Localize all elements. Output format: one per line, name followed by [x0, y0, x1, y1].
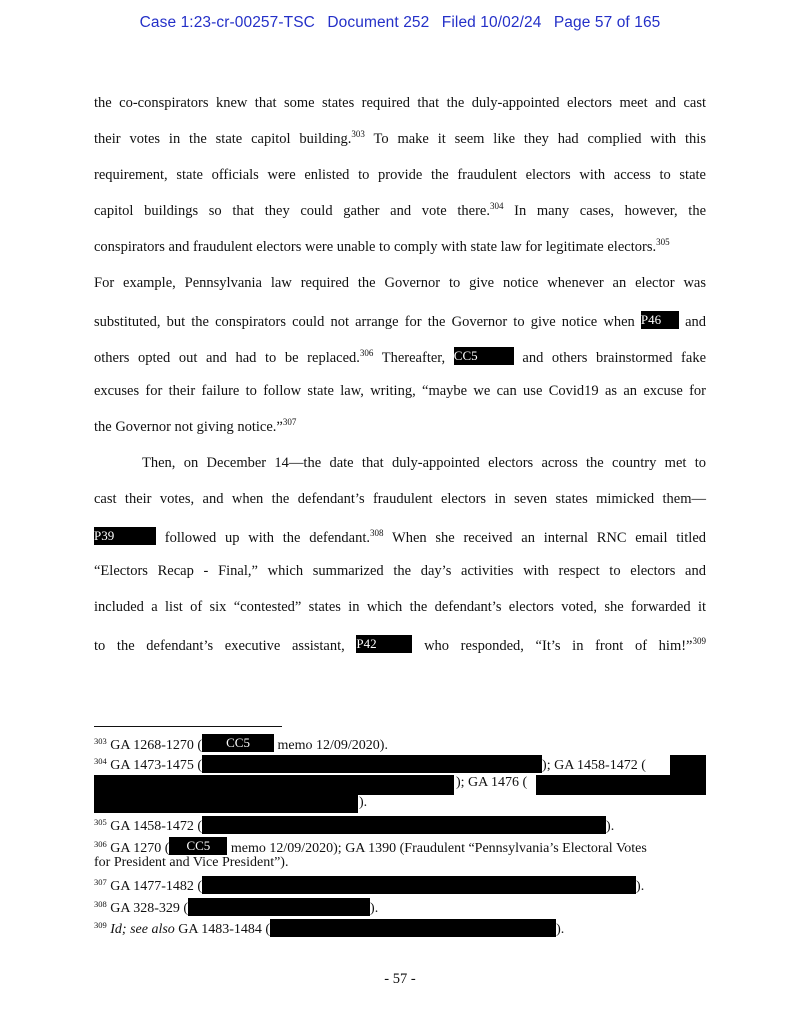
text: When she received an internal RNC email titled [392, 530, 707, 546]
footnote-304-end [359, 795, 367, 811]
body-line [94, 347, 706, 367]
footnote-304 [94, 755, 646, 774]
footnote-number: 309 [94, 920, 107, 930]
redaction-box [270, 919, 556, 937]
text: conspirators and fraudulent electors were unable to comply with state law for legitimate electors. [94, 239, 657, 255]
text: Id; see also [110, 922, 175, 937]
body-line: included a list of six “contested” states in which the defendant’s electors voted, she forwarded it [94, 599, 706, 615]
redaction-box [670, 755, 706, 775]
redaction-box: CC5 [202, 734, 274, 752]
footnote-number: 305 [94, 817, 107, 827]
text: Thereafter, [381, 350, 446, 366]
footnote-ref[interactable]: 308 [370, 528, 384, 538]
body-line: cast their votes, and when the defendant’s fraudulent electors in seven states mimicked them— [94, 491, 706, 507]
text: memo 12/09/2020); GA 1390 (Fraudulent “Pennsylvania’s Electoral Votes [230, 841, 647, 856]
body-line [94, 419, 706, 436]
footnote-ref[interactable]: 305 [656, 237, 670, 247]
footnote-number: 306 [94, 839, 107, 849]
text: GA 1268-1270 ( [110, 738, 203, 753]
redaction-box: P39 [94, 527, 156, 545]
footnote-ref[interactable]: 304 [489, 201, 504, 211]
text: ). [606, 819, 615, 834]
text: and others brainstormed fake [522, 350, 707, 366]
filed-date: Filed 10/02/24 [441, 14, 542, 31]
redaction-box: CC5 [169, 837, 227, 855]
body-line [94, 239, 706, 256]
footnote-303 [94, 734, 388, 754]
text: ). [370, 901, 379, 916]
footnote-306-cont: for President and Vice President”). [94, 855, 289, 870]
text: and [685, 314, 706, 330]
text: ). [556, 922, 565, 937]
redaction-box [202, 755, 542, 773]
page-number: - 57 - [384, 971, 416, 987]
footnote-ref[interactable]: 306 [359, 348, 374, 358]
text: GA 1458-1472 ( [110, 819, 203, 834]
text: GA 1473-1475 ( [110, 758, 203, 773]
body-line: requirement, state officials were enlisted to provide the fraudulent electors with access to state [94, 167, 706, 183]
redaction-box: P42 [356, 635, 412, 653]
footnote-304-cont [456, 775, 527, 791]
text: GA 328-329 ( [110, 901, 189, 916]
body-line: the co-conspirators knew that some states required that the duly-appointed electors meet and cast [94, 95, 706, 111]
footnote-number: 307 [94, 877, 107, 887]
footnote-308 [94, 898, 378, 917]
case-number: Case 1:23-cr-00257-TSC [139, 14, 315, 31]
case-header [0, 14, 800, 32]
text: substituted, but the conspirators could not arrange for the Governor to give notice when [94, 314, 635, 330]
footnote-ref[interactable]: 307 [282, 417, 297, 427]
footnote-309 [94, 919, 564, 938]
footnote-number: 308 [94, 899, 107, 909]
redaction-box: CC5 [454, 347, 514, 365]
body-line [94, 635, 706, 655]
document-number: Document 252 [327, 14, 430, 31]
text: their votes in the state capitol building. [94, 131, 352, 147]
text: ). [359, 795, 368, 810]
text: GA 1477-1482 ( [110, 879, 203, 894]
redaction-box [536, 775, 706, 795]
text: GA 1270 ( [110, 841, 170, 856]
text: followed up with the defendant. [164, 530, 371, 546]
redaction-box: P46 [641, 311, 679, 329]
text: ). [636, 879, 645, 894]
footnote-307 [94, 876, 644, 895]
text: GA 1483-1484 ( [174, 922, 271, 937]
text: To make it seem like they had complied with this [373, 131, 706, 147]
text: the Governor not giving notice.” [94, 419, 283, 435]
body-line [94, 131, 706, 148]
body-line: For example, Pennsylvania law required the Governor to give notice whenever an elector was [94, 275, 706, 291]
redaction-box [94, 795, 358, 813]
footnote-ref[interactable]: 303 [351, 129, 365, 139]
footnote-divider [94, 726, 282, 727]
footnote-number: 304 [94, 756, 107, 766]
text: memo 12/09/2020). [277, 738, 388, 753]
text: In many cases, however, the [514, 203, 707, 219]
footnote-305 [94, 816, 614, 835]
footnote-306 [94, 837, 647, 857]
redaction-box [202, 876, 636, 894]
text: others opted out and had to be replaced. [94, 350, 360, 366]
redaction-box [94, 775, 454, 795]
body-line: Then, on December 14—the date that duly-appointed electors across the country met to [142, 455, 706, 471]
text: capitol buildings so that they could gather and vote there. [94, 203, 490, 219]
page-of: Page 57 of 165 [553, 14, 661, 31]
redaction-box [202, 816, 606, 834]
body-line [94, 203, 706, 220]
body-line [94, 311, 706, 331]
text: who responded, “It’s in front of him!” [424, 638, 693, 654]
text: ); GA 1476 ( [456, 775, 528, 790]
text: ); GA 1458-1472 ( [542, 758, 646, 773]
footnote-number: 303 [94, 736, 107, 746]
body-line [94, 527, 706, 547]
redaction-box [188, 898, 370, 916]
footnote-ref[interactable]: 309 [692, 636, 706, 646]
body-line: “Electors Recap - Final,” which summarized the day’s activities with respect to electors and [94, 563, 706, 579]
text: to the defendant’s executive assistant, [94, 638, 345, 654]
body-line: excuses for their failure to follow state law, writing, “maybe we can use Covid19 as an excuse for [94, 383, 706, 399]
